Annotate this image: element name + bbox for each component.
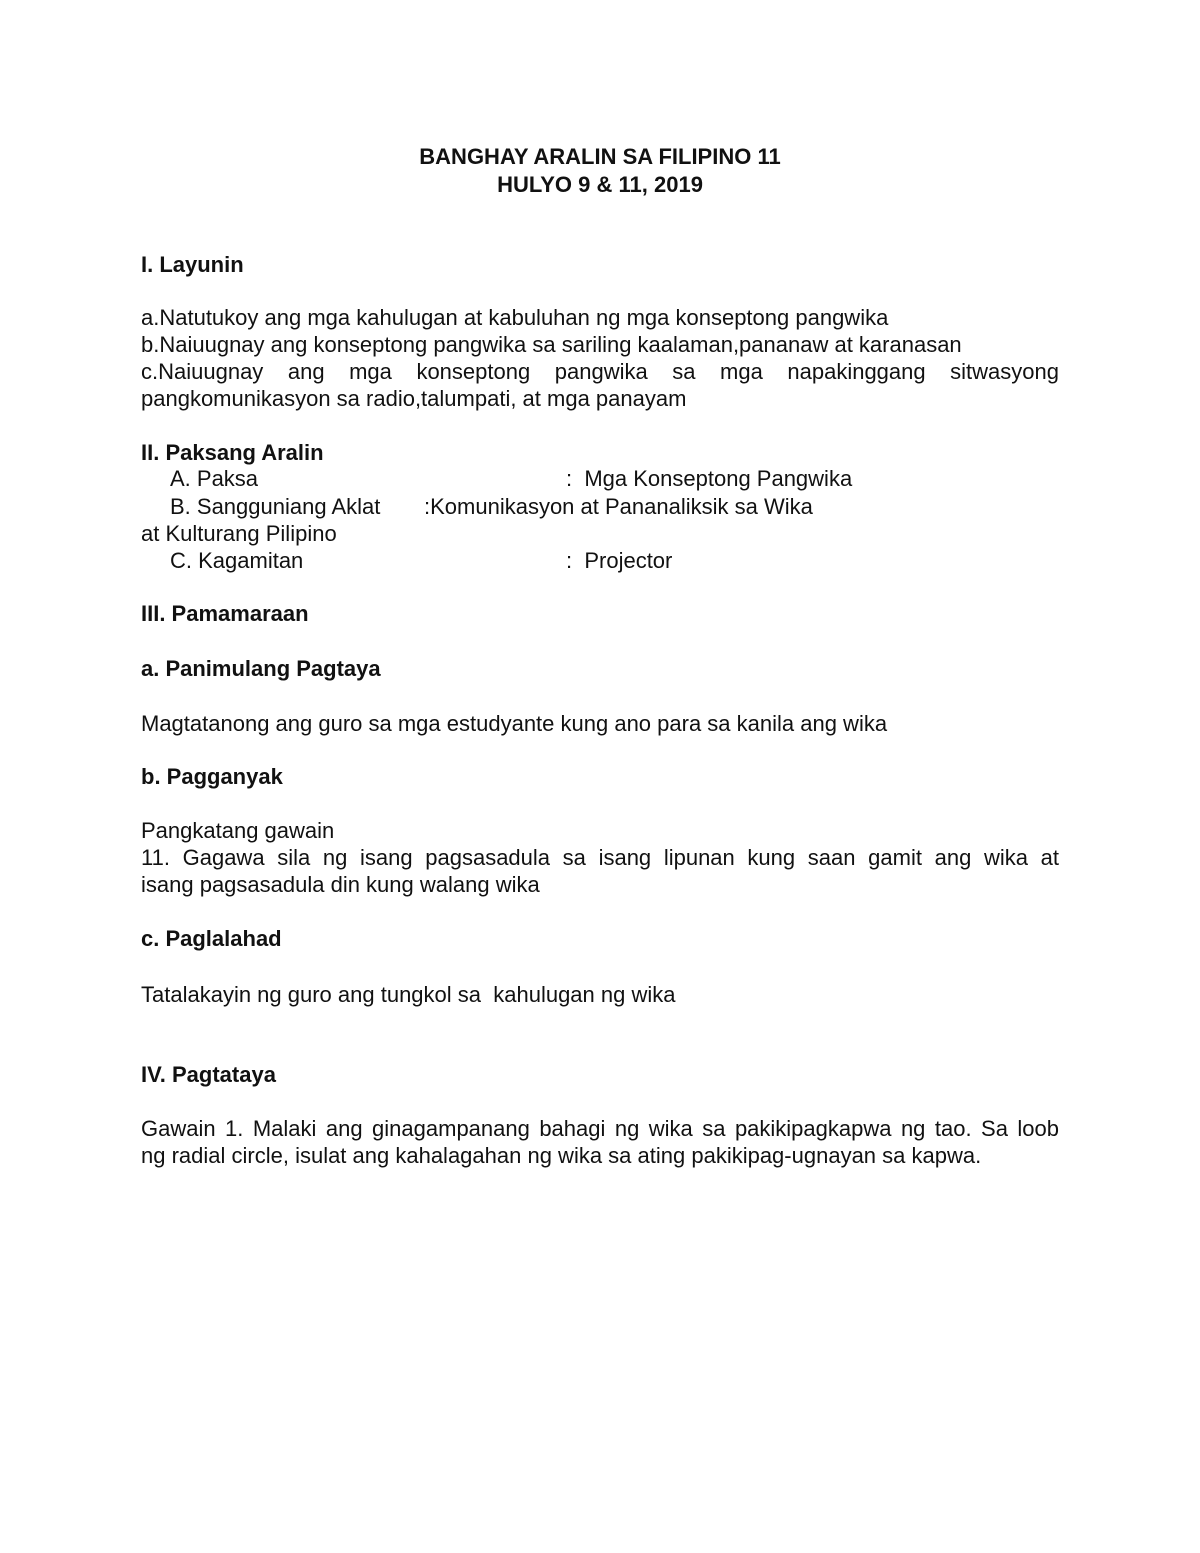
section-heading-layunin: I. Layunin	[141, 252, 244, 277]
pagtataya-text-2: ng radial circle, isulat ang kahalagahan ng wika sa ating pakikipag-ugnayan sa kapwa.	[141, 1143, 982, 1168]
section-heading-pamamaraan: III. Pamamaraan	[141, 601, 309, 626]
pagtataya-text-1: Gawain 1. Malaki ang ginagampanang bahagi ng wika sa pakikipagkapwa ng tao. Sa loob	[141, 1116, 1059, 1141]
objective-c-cont: pangkomunikasyon sa radio,talumpati, at mga panayam	[141, 386, 687, 411]
section-heading-pagtataya: IV. Pagtataya	[141, 1062, 276, 1087]
pagganyak-text-1: Pangkatang gawain	[141, 818, 335, 843]
aklat-value: :Komunikasyon at Pananaliksik sa Wika	[424, 494, 813, 519]
paksa-label: A. Paksa	[170, 466, 259, 491]
aklat-label: B. Sangguniang Aklat	[170, 494, 381, 519]
paglalahad-text: Tatalakayin ng guro ang tungkol sa kahulugan ng wika	[141, 982, 676, 1007]
kagamitan-label: C. Kagamitan	[170, 548, 304, 573]
objective-c: c.Naiuugnay ang mga konseptong pangwika sa mga napakinggang sitwasyong	[141, 359, 1059, 384]
kagamitan-value: : Projector	[566, 548, 673, 573]
objective-a: a.Natutukoy ang mga kahulugan at kabuluhan ng mga konseptong pangwika	[141, 305, 889, 330]
document-title: BANGHAY ARALIN SA FILIPINO 11	[419, 144, 781, 169]
document-date: HULYO 9 & 11, 2019	[497, 172, 703, 197]
objective-b: b.Naiuugnay ang konseptong pangwika sa sariling kaalaman,pananaw at karanasan	[141, 332, 962, 357]
aklat-value-cont: at Kulturang Pilipino	[141, 521, 337, 546]
section-heading-paksang-aralin: II. Paksang Aralin	[141, 440, 324, 465]
panimulang-pagtaya-text: Magtatanong ang guro sa mga estudyante kung ano para sa kanila ang wika	[141, 711, 888, 736]
pagganyak-text-2: 11. Gagawa sila ng isang pagsasadula sa isang lipunan kung saan gamit ang wika at	[141, 845, 1059, 870]
subheading-panimulang-pagtaya: a. Panimulang Pagtaya	[141, 656, 381, 681]
paksa-value: : Mga Konseptong Pangwika	[566, 466, 853, 491]
pagganyak-text-3: isang pagsasadula din kung walang wika	[141, 872, 540, 897]
subheading-pagganyak: b. Pagganyak	[141, 764, 283, 789]
subheading-paglalahad: c. Paglalahad	[141, 926, 282, 951]
